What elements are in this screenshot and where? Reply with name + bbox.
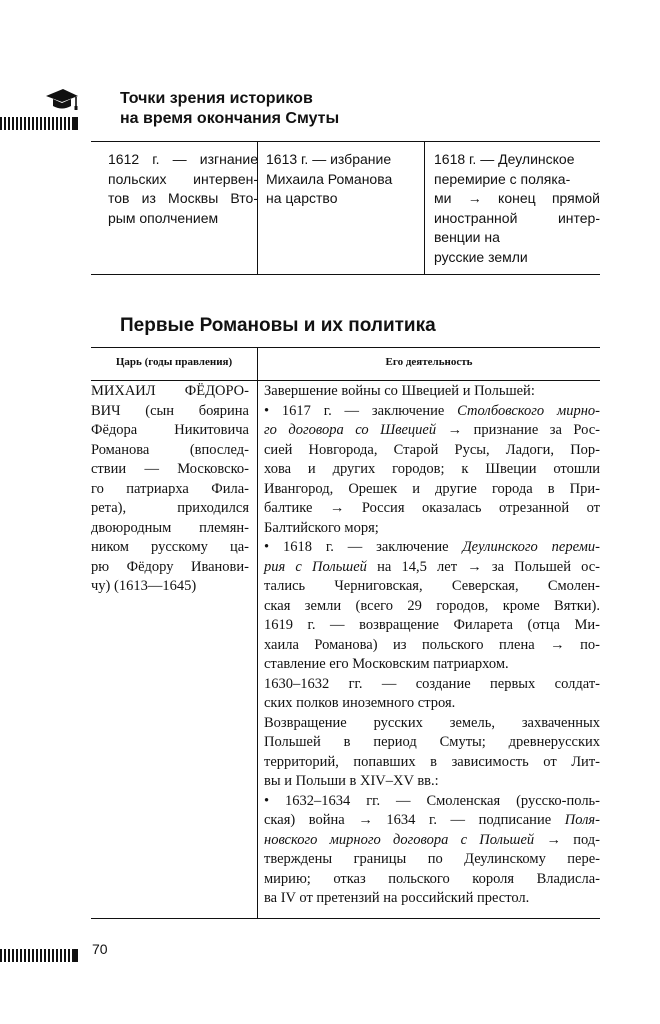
text-line: новского мирного договора с Польшей → под- xyxy=(264,831,600,848)
decorative-bar xyxy=(72,949,78,962)
text-line: 1613 г. — избрание xyxy=(266,151,392,167)
tsar-cell xyxy=(91,382,249,597)
text-line: Возвращение русских земель, захваченных xyxy=(264,714,600,731)
table-header-row xyxy=(91,348,600,381)
text-line: территорий, попавших в зависимость от Лит- xyxy=(264,753,600,770)
text-line: МИХАИЛ ФЁДОРО- xyxy=(91,383,249,399)
text-line: Балтийского моря; xyxy=(264,519,379,536)
text-line: тверждены границы по Деулинскому пере- xyxy=(264,851,600,867)
viewpoint-1613 xyxy=(266,142,426,274)
text-line: 1618 г. — Деулинское xyxy=(434,151,575,167)
text-line: тов из Москвы Вто- xyxy=(108,190,258,206)
text-line: польских интервен- xyxy=(108,170,258,187)
text-line: ская земли (всего 29 городов, кроме Вятки). xyxy=(264,597,600,614)
text-line: ми → конец прямой xyxy=(434,190,600,206)
text-line: Михаила Романова xyxy=(266,170,393,187)
page-number: 70 xyxy=(92,941,108,957)
text-line: ских полков иноземного строя. xyxy=(264,695,456,711)
text-line: мирию; отказ польского короля Владисла- xyxy=(264,870,600,887)
text-line: • 1632–1634 гг. — Смоленская (русско-поль- xyxy=(264,792,600,809)
text-line: ником русскому ца- xyxy=(91,539,249,555)
text-line: 1619 г. — возвращение Филарета (отца Ми- xyxy=(264,617,600,633)
text-line: иностранной интер- xyxy=(434,209,600,226)
text-line: балтике → Россия оказалась отрезанной от xyxy=(264,500,600,516)
text-line: рия с Польшей на 14,5 лет → за Польшей ос- xyxy=(264,558,600,575)
text-line: го патриарха Фила- xyxy=(91,480,249,497)
text-line: Ивангород, Орешек и другие города в При- xyxy=(264,480,600,497)
text-line: • 1618 г. — заключение Деулинского переми- xyxy=(264,539,600,555)
text-line: рым ополчением xyxy=(108,209,219,226)
text-line: рю Фёдору Иванови- xyxy=(91,558,249,575)
text-line: ва IV от претензий на российский престол. xyxy=(264,890,530,906)
activity-cell xyxy=(264,382,600,909)
text-line: хаила Романова) из польского плена → по- xyxy=(264,636,600,653)
text-line: Завершение войны со Швецией и Польшей: xyxy=(264,383,535,399)
text-line: тались Черниговская, Северская, Смолен- xyxy=(264,578,600,594)
text-line: Фёдора Никитовича xyxy=(91,422,249,438)
viewpoints-table xyxy=(91,141,600,275)
viewpoint-1612 xyxy=(108,142,258,274)
text-line: 1612 г. — изгнание xyxy=(108,151,258,167)
text-line: перемирие с поляка- xyxy=(434,170,571,187)
text-line: на царство xyxy=(266,190,338,206)
text-line: венции на xyxy=(434,229,500,245)
text-line: хова и других городов; к Швеции отошли xyxy=(264,461,600,477)
page-title: Первые Романовы и их политика xyxy=(120,315,436,336)
text-line: Польшей в период Смуты; древнерусских xyxy=(264,734,600,750)
text-line: 1630–1632 гг. — создание первых солдат- xyxy=(264,675,600,692)
text-line: вы и Польши в XIV–XV вв.: xyxy=(264,773,439,789)
text-line: рета), приходился xyxy=(91,500,249,516)
romanovs-policy-table xyxy=(91,347,600,919)
viewpoints-title-line1: Точки зрения историков xyxy=(120,90,313,107)
text-line: Романова (впослед- xyxy=(91,441,249,458)
text-line: ствии — Московско- xyxy=(91,461,249,477)
text-line: чу) (1613—1645) xyxy=(91,578,197,594)
viewpoint-1618 xyxy=(434,142,600,274)
graduation-cap-icon xyxy=(44,87,80,113)
column-divider xyxy=(257,348,258,918)
decorative-barcode-strip-bottom xyxy=(0,949,72,962)
text-line: ская) война → 1634 г. — подписание Поля- xyxy=(264,812,600,828)
column-header-tsar: Царь (годы правления) xyxy=(115,356,233,368)
text-line: двоюродным племян- xyxy=(91,519,249,536)
decorative-barcode-strip-top xyxy=(0,117,72,130)
text-line: ставление его Московским патриархом. xyxy=(264,656,509,672)
column-header-activity: Его деятельность xyxy=(385,356,473,368)
text-line: ВИЧ (сын боярина xyxy=(91,402,249,419)
text-line: русские земли xyxy=(434,248,528,265)
text-line: сией Новгорода, Старой Русы, Ладоги, Пор- xyxy=(264,441,600,458)
text-line: го договора со Швецией → признание за Рос- xyxy=(264,422,600,438)
text-line: • 1617 г. — заключение Столбовского мирно- xyxy=(264,402,601,419)
decorative-bar xyxy=(72,117,78,130)
viewpoints-title-line2: на время окончания Смуты xyxy=(120,110,340,127)
